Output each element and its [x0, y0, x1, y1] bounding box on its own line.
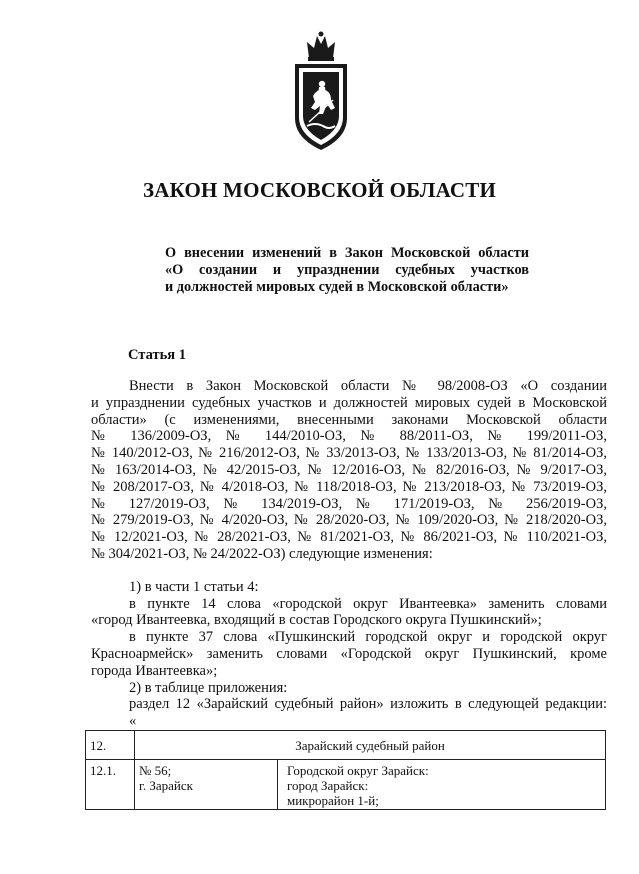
body-line: № 279/2019-ОЗ, № 4/2020-ОЗ, № 28/2020-ОЗ, № 109/2020-ОЗ, № 218/2020-ОЗ, [91, 512, 607, 529]
body-line: области» (с изменениями, внесенными законами Московской области [91, 411, 607, 428]
territory-line: микрорайон 1-й; [287, 793, 379, 808]
subtitle-line: О внесении изменений в Закон Московской области [165, 245, 529, 261]
body-line: № 304/2021-ОЗ, № 24/2022-ОЗ) следующие изменения: [91, 545, 433, 562]
document-body [91, 378, 607, 730]
table-cell-district: Зарайский судебный район [135, 731, 606, 760]
body-line: № 163/2014-ОЗ, № 42/2015-ОЗ, № 12/2016-ОЗ, № 82/2016-ОЗ, № 9/2017-ОЗ, [91, 461, 607, 478]
subtitle-line: «О создании и упразднении судебных участков [165, 262, 529, 278]
territory-line: город Зарайск: [287, 778, 369, 793]
point-37-line: города Ивантеевка»; [91, 662, 218, 679]
point-37-line: в пункте 37 слова «Пушкинский городской округ и городской округ [129, 629, 607, 646]
subtitle-line: и должностей мировых судей в Московской области» [165, 279, 509, 295]
quote-open: « [129, 713, 137, 730]
body-line: № 12/2021-ОЗ, № 28/2021-ОЗ, № 81/2021-ОЗ, № 86/2021-ОЗ, № 110/2021-ОЗ, [91, 529, 607, 546]
section-line: раздел 12 «Зарайский судебный район» изложить в следующей редакции: [129, 696, 607, 713]
document-title: ЗАКОН МОСКОВСКОЙ ОБЛАСТИ [142, 178, 497, 202]
point-14-line: в пункте 14 слова «городской округ Ивантеевка» заменить словами [129, 595, 607, 612]
table-row [86, 760, 606, 810]
coat-of-arms-emblem [289, 30, 353, 156]
table-cell-site [135, 760, 278, 810]
body-line: № 127/2019-ОЗ, № 134/2019-ОЗ, № 171/2019-ОЗ, № 256/2019-ОЗ, [91, 495, 607, 512]
body-line: № 136/2009-ОЗ, № 144/2010-ОЗ, № 88/2011-ОЗ, № 199/2011-ОЗ, [91, 428, 607, 445]
body-line: № 208/2017-ОЗ, № 4/2018-ОЗ, № 118/2018-ОЗ, № 213/2018-ОЗ, № 73/2019-ОЗ, [91, 478, 607, 495]
item-2: 2) в таблице приложения: [129, 679, 288, 696]
site-line: г. Зарайск [139, 778, 193, 793]
table-cell-number: 12. [86, 731, 135, 760]
body-line: и упразднении судебных участков и должностей мировых судей в Московской [91, 394, 607, 411]
article-heading: Статья 1 [128, 347, 186, 363]
item-1: 1) в части 1 статьи 4: [129, 578, 259, 595]
site-line: № 56; [139, 763, 172, 778]
table-row [86, 731, 606, 760]
territory-line: Городской округ Зарайск: [287, 763, 429, 778]
point-14-line: «город Ивантеевка, входящий в состав Городского округа Пушкинский»; [91, 612, 542, 629]
point-37-line: Красноармейск» заменить словами «Городской округ Пушкинский, кроме [91, 645, 607, 662]
body-line: № 140/2012-ОЗ, № 216/2012-ОЗ, № 33/2013-ОЗ, № 133/2013-ОЗ, № 81/2014-ОЗ, [91, 445, 607, 462]
table-cell-territory [278, 760, 606, 810]
law-subtitle [165, 245, 529, 296]
table-cell-number: 12.1. [86, 760, 135, 810]
body-line: Внести в Закон Московской области № 98/2008-ОЗ «О создании [129, 378, 607, 394]
amendment-table [85, 730, 606, 810]
